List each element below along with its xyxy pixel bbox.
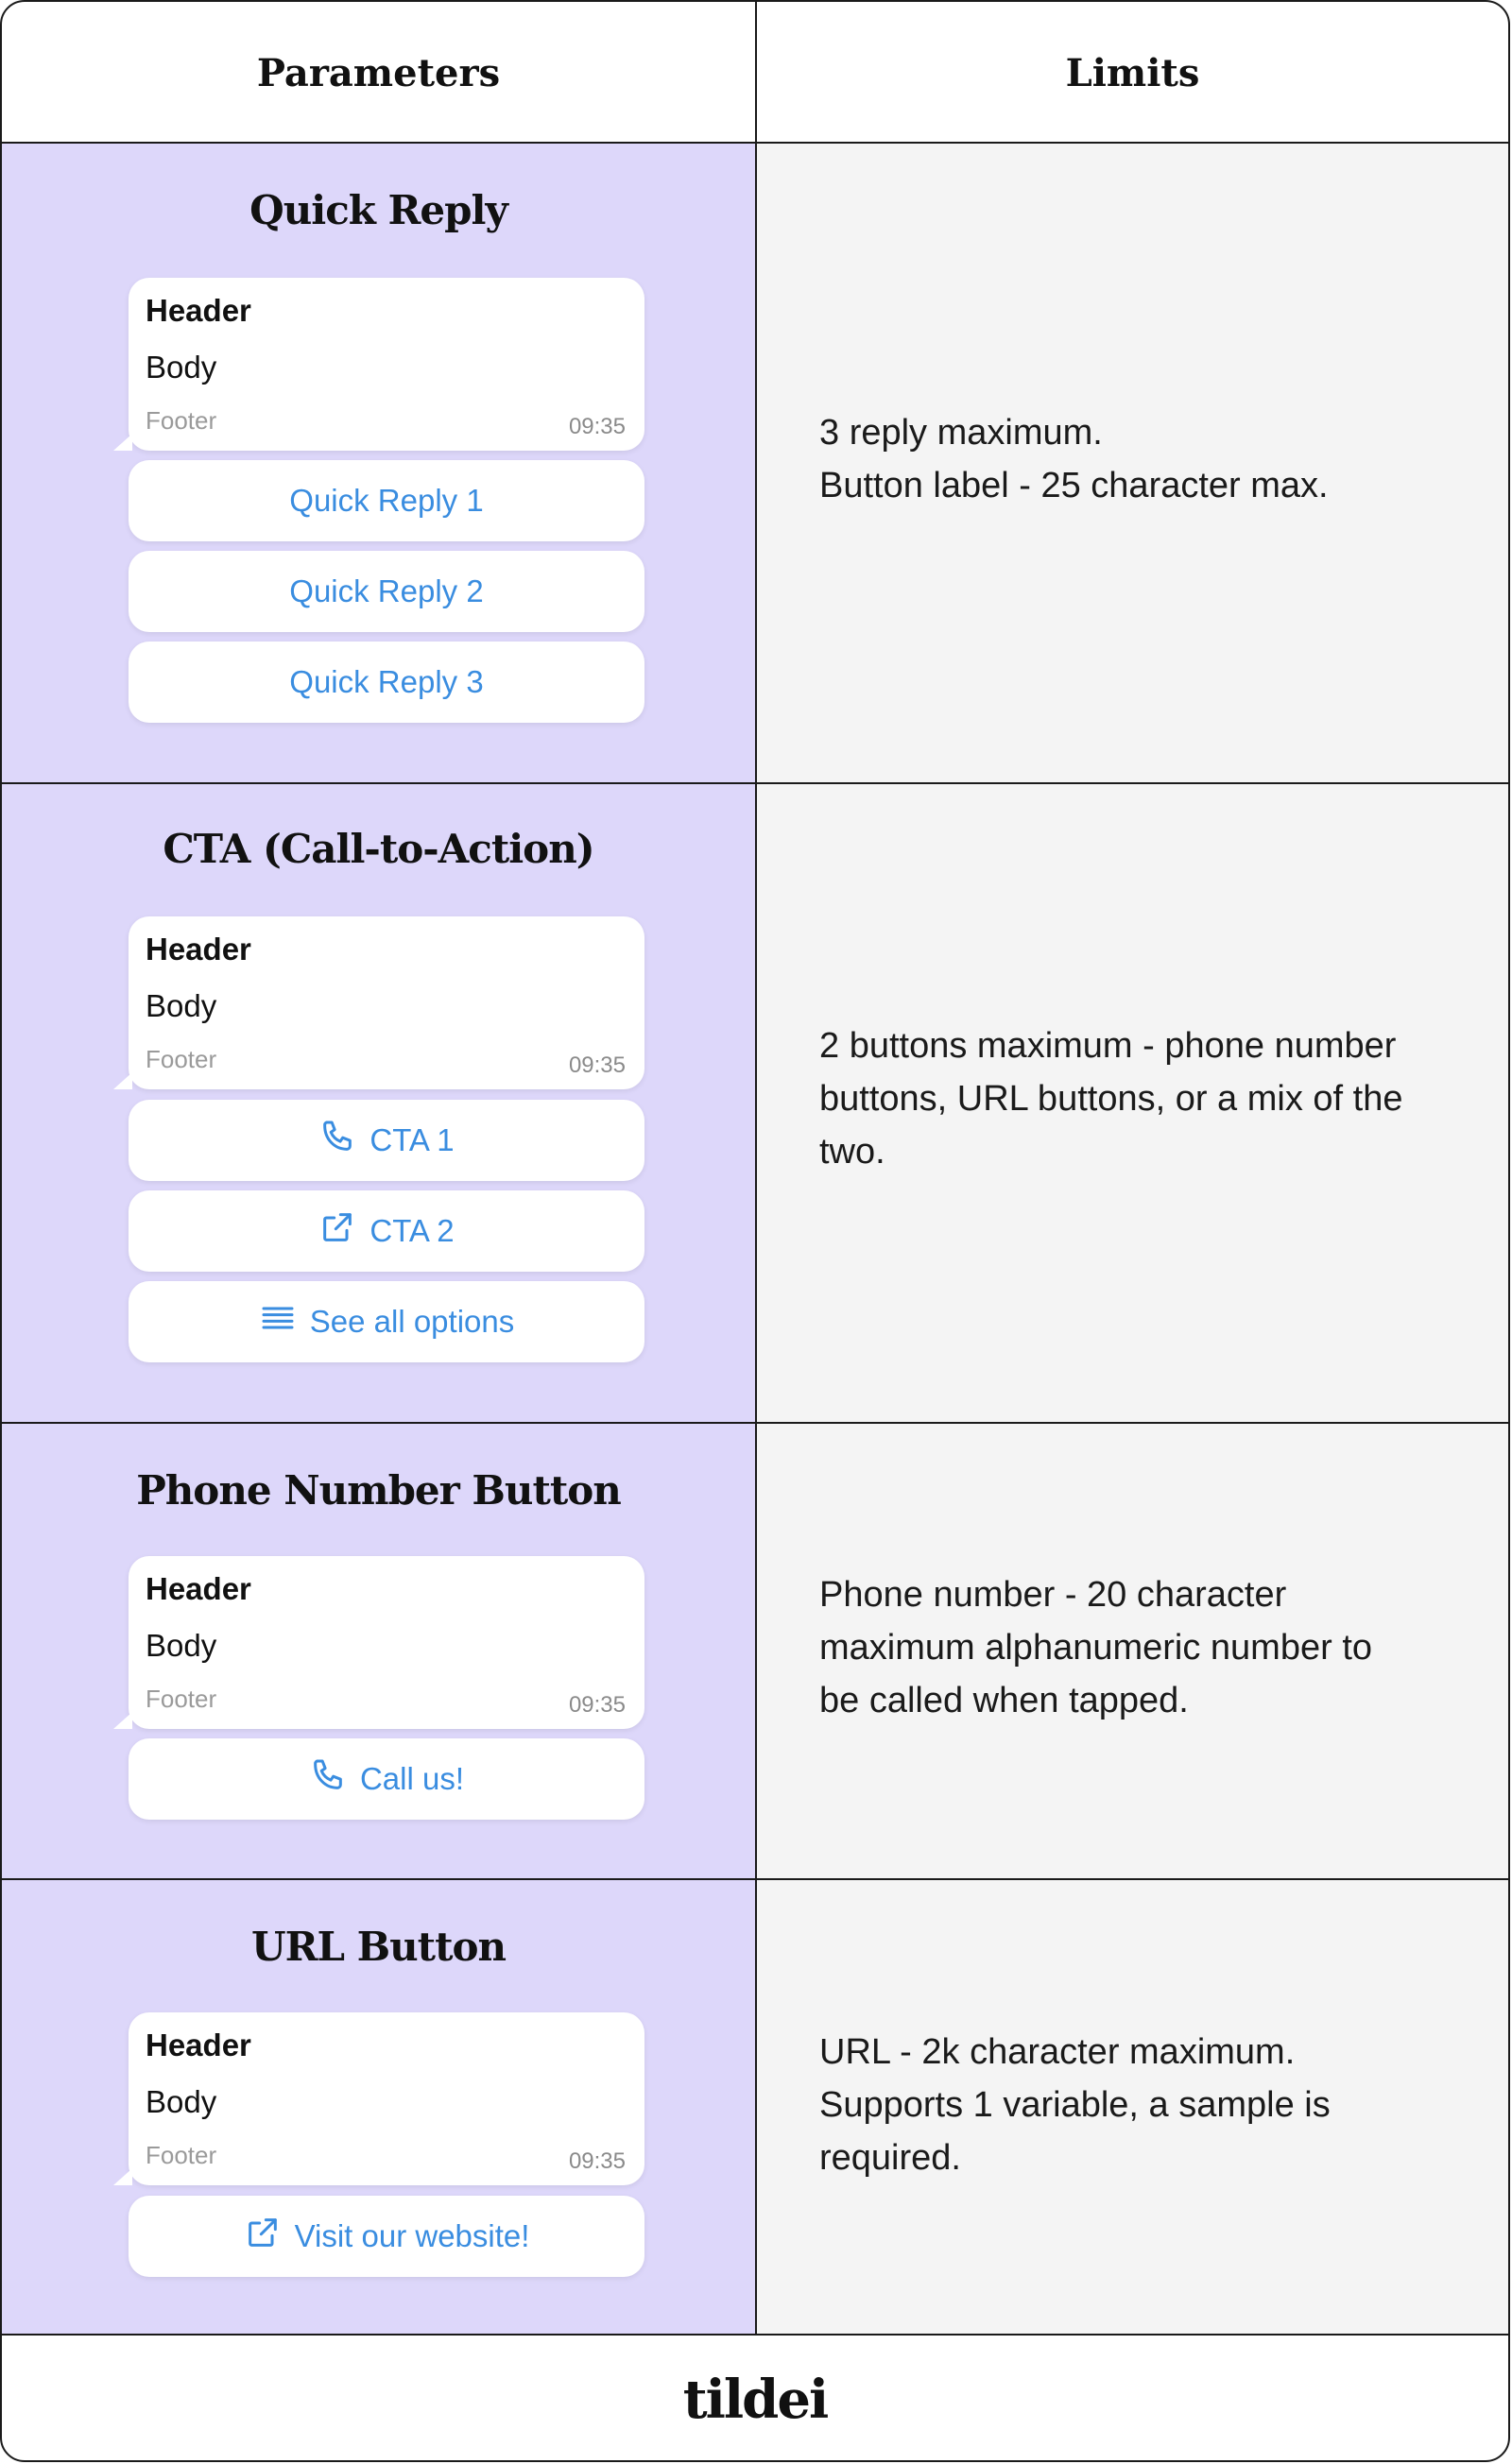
limits-line: Phone number - 20 character xyxy=(819,1575,1287,1615)
button-label: Quick Reply 3 xyxy=(289,664,484,699)
quick-reply-button-1[interactable] xyxy=(129,460,644,541)
button-label: CTA 1 xyxy=(369,1122,455,1157)
visit-website-button[interactable] xyxy=(129,2196,644,2277)
bubble-header: Header xyxy=(146,293,251,328)
phone-icon xyxy=(318,1118,356,1163)
limits-text-quick-reply xyxy=(819,406,1462,512)
message-bubble xyxy=(129,278,644,451)
limits-line: URL - 2k character maximum. xyxy=(819,2032,1296,2072)
column-divider xyxy=(755,2,757,2336)
section-title: Phone Number Button xyxy=(136,1467,621,1514)
bubble-footer: Footer xyxy=(146,406,217,435)
limits-line: 2 buttons maximum - phone number xyxy=(819,1026,1397,1066)
section-quick-reply-parameters xyxy=(2,144,755,782)
brand-logo: tildei xyxy=(682,2369,828,2431)
cta-button-2[interactable] xyxy=(129,1190,644,1272)
section-title: URL Button xyxy=(250,1924,507,1970)
message-bubble xyxy=(129,916,644,1089)
bubble-timestamp: 09:35 xyxy=(568,2148,626,2174)
bubble-header: Header xyxy=(146,932,251,967)
limits-line: be called when tapped. xyxy=(819,1681,1189,1720)
bubble-footer: Footer xyxy=(146,1685,217,1713)
section-phone-button-parameters xyxy=(2,1424,755,1878)
button-label: Visit our website! xyxy=(294,2218,530,2253)
bubble-tail xyxy=(113,1712,132,1729)
bubble-tail xyxy=(113,434,132,451)
bubble-tail xyxy=(113,1072,132,1089)
external-link-icon xyxy=(244,2214,282,2259)
button-label: Quick Reply 1 xyxy=(289,483,484,518)
column-header-parameters: Parameters xyxy=(256,50,501,95)
row-divider xyxy=(2,1878,1508,1880)
limits-text-url-button xyxy=(819,2026,1462,2184)
call-us-button[interactable] xyxy=(129,1738,644,1820)
limits-line: buttons, URL buttons, or a mix of the xyxy=(819,1079,1403,1119)
cta-button-1[interactable] xyxy=(129,1100,644,1181)
quick-reply-button-2[interactable] xyxy=(129,551,644,632)
limits-text-cta xyxy=(819,1019,1462,1178)
button-label: Call us! xyxy=(359,1761,465,1796)
quick-reply-button-3[interactable] xyxy=(129,642,644,723)
bubble-body: Body xyxy=(146,2084,217,2119)
bubble-footer: Footer xyxy=(146,1045,217,1073)
bubble-body: Body xyxy=(146,1628,217,1663)
limits-line: Button label - 25 character max. xyxy=(819,466,1329,505)
bubble-timestamp: 09:35 xyxy=(568,414,626,439)
bubble-footer: Footer xyxy=(146,2141,217,2169)
button-label: See all options xyxy=(309,1304,515,1339)
limits-line: maximum alphanumeric number to xyxy=(819,1628,1373,1668)
bubble-body: Body xyxy=(146,988,217,1023)
column-header-limits: Limits xyxy=(1065,50,1200,95)
bubble-header: Header xyxy=(146,1571,251,1606)
see-all-options-button[interactable] xyxy=(129,1281,644,1362)
button-label: Quick Reply 2 xyxy=(289,573,484,608)
external-link-icon xyxy=(318,1208,356,1254)
section-cta-parameters xyxy=(2,784,755,1422)
limits-line: 3 reply maximum. xyxy=(819,413,1103,453)
section-url-button-parameters xyxy=(2,1880,755,2336)
message-bubble xyxy=(129,2012,644,2185)
row-divider xyxy=(2,142,1508,144)
row-divider xyxy=(2,782,1508,784)
section-title: CTA (Call-to-Action) xyxy=(163,826,594,872)
limits-text-phone-button xyxy=(819,1568,1462,1727)
limits-line: two. xyxy=(819,1132,885,1172)
row-divider xyxy=(2,1422,1508,1424)
phone-icon xyxy=(309,1756,347,1802)
list-icon xyxy=(259,1299,297,1344)
limits-line: required. xyxy=(819,2138,961,2178)
section-title: Quick Reply xyxy=(249,187,507,233)
limits-line: Supports 1 variable, a sample is xyxy=(819,2085,1331,2125)
bubble-timestamp: 09:35 xyxy=(568,1692,626,1718)
bubble-tail xyxy=(113,2168,132,2185)
message-bubble xyxy=(129,1556,644,1729)
bubble-body: Body xyxy=(146,350,217,385)
bubble-timestamp: 09:35 xyxy=(568,1052,626,1078)
button-label: CTA 2 xyxy=(369,1213,455,1248)
bubble-header: Header xyxy=(146,2028,251,2062)
